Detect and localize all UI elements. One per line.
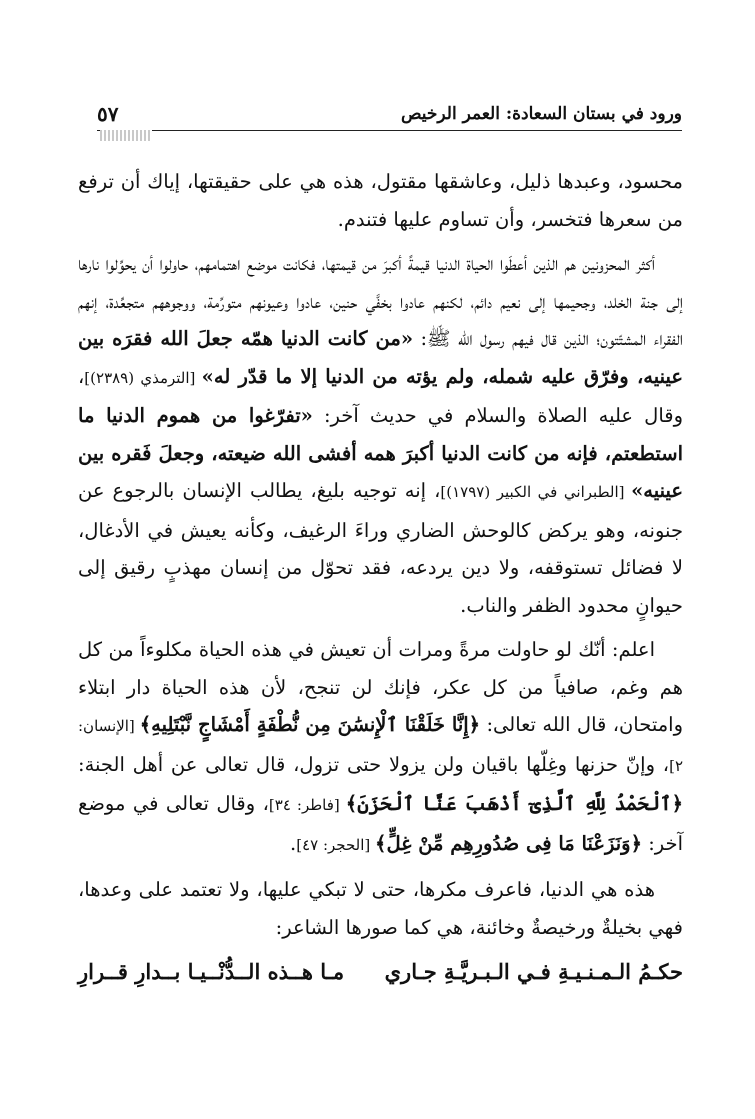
page-number: ٥٧ [97, 102, 119, 126]
running-header [97, 96, 682, 131]
hadith-quote-2: «تفرّغوا من هموم الدنيا ما استطعتم، فإنه من كانت الدنيا أكبرَ همه أفشى الله ضيعته، وجعلَ فَقره بين عينيه» [78, 404, 683, 502]
paragraph-2-text-2: ، وقال عليه الصلاة والسلام في حديث آخر: [78, 364, 683, 427]
paragraph-2-text-3: ، إنه توجيه بليغ، يطالب الإنسان بالرجوع عن جنونه، وهو يركض كالوحش الضاري وراءَ الرغيف، وكأنه يعيش في الأدغال، لا فضائل تستوقفه، ولا دين يردعه، فقد تحوّل من إنسان مهذبٍ رقيق إلى حيوانٍ محدود الظفر والناب. [78, 479, 683, 617]
paragraph-3 [78, 631, 683, 864]
hadith-quote-1: «من كانت الدنيا همّه جعلَ الله فقرَه بين عينيه، وفرّق عليه شمله، ولم يؤته من الدنيا إلا ما قدّر له» [78, 327, 683, 388]
page-body [78, 163, 683, 991]
paragraph-2-text-1: أكثر المحزونين هم الذين أعطَوا الحياة الدنيا قيمةً أكبرَ من قيمتها، فكانت موضع اهتمامهم، حاولوا أن يحوِّلوا نارها إلى جنة الخلد، وجحيمها إلى نعيم دائم، لكنهم عادوا بخفَّي حنين، عادوا وعيونهم متورِّمة، ووجوههم متجعِّدة، إنهم الفقراء المشتّتون؛ الذين قال فيهم رسول الله ﷺ: [78, 252, 683, 350]
paragraph-2 [78, 245, 683, 624]
paragraph-3-text-2: ، وإنّ حزنها وغِلّها باقيان ولن يزولا حتى تزول، قال تعالى عن أهل الجنة: [78, 752, 670, 776]
quran-verse-fatir: ﴿ٱلْحَمْدُ لِلَّهِ ٱلَّذِىٓ أَذْهَبَ عَنَّا ٱلْحَزَنَ﴾ [345, 792, 684, 815]
header-ornament [100, 130, 152, 141]
paragraph-3-text-1: اعلم: أنّك لو حاولت مرةً ومرات أن تعيش في هذه الحياة مكلوءاً من كل هم وغم، صافياً من كل عكر، فإنك لن تنجح، لأن هذه الحياة دار ابتلاء وامتحان، قال الله تعالى: [78, 638, 684, 736]
paragraph-3-text-3: ، وقال تعالى في موضع آخر: [78, 792, 683, 855]
citation-tirmidhi: [الترمذي (٢٣٨٩)] [84, 368, 202, 387]
citation-tabarani: [الطبراني في الكبير (١٧٩٧)] [440, 483, 632, 501]
header-title: ورود في بستان السعادة: العمر الرخيص [400, 104, 682, 124]
poem-second-hemistich: مـا هــذه الــدُّنْــيـا بــدارِ قــرارِ [78, 959, 345, 984]
poem-verse [78, 953, 683, 991]
quran-verse-hijr: ﴿وَنَزَعْنَا مَا فِى صُدُورِهِم مِّنْ غِلٍّ﴾ [375, 831, 642, 855]
citation-hijr: [الحجر: ٤٧] [296, 835, 376, 854]
citation-fatir: [فاطر: ٣٤] [268, 796, 346, 814]
poem-first-hemistich: حكـمُ الـمـنـيـةِ فـي الـبـريَّـةِ جـاري [384, 959, 683, 984]
paragraph-4: هذه هي الدنيا، فاعرف مكرها، حتى لا تبكي عليها، ولا تعتمد على وعدها، فهي بخيلةٌ ورخيصةٌ وخائنة، هي كما صورها الشاعر: [78, 878, 683, 939]
paragraph-3-text-4: . [290, 831, 297, 855]
quran-verse-insan: ﴿إِنَّا خَلَقْنَا ٱلْإِنسَٰنَ مِن نُّطْفَةٍ أَمْشَاجٍ نَّبْتَلِيهِ﴾ [139, 713, 481, 736]
paragraph-1: محسود، وعبدها ذليل، وعاشقها مقتول، هذه هي على حقيقتها، إياك أن ترفع من سعرها فتخسر، وأن تساوم عليها فتندم. [78, 170, 683, 231]
citation-insan: [الإنسان: ٢] [78, 717, 683, 775]
